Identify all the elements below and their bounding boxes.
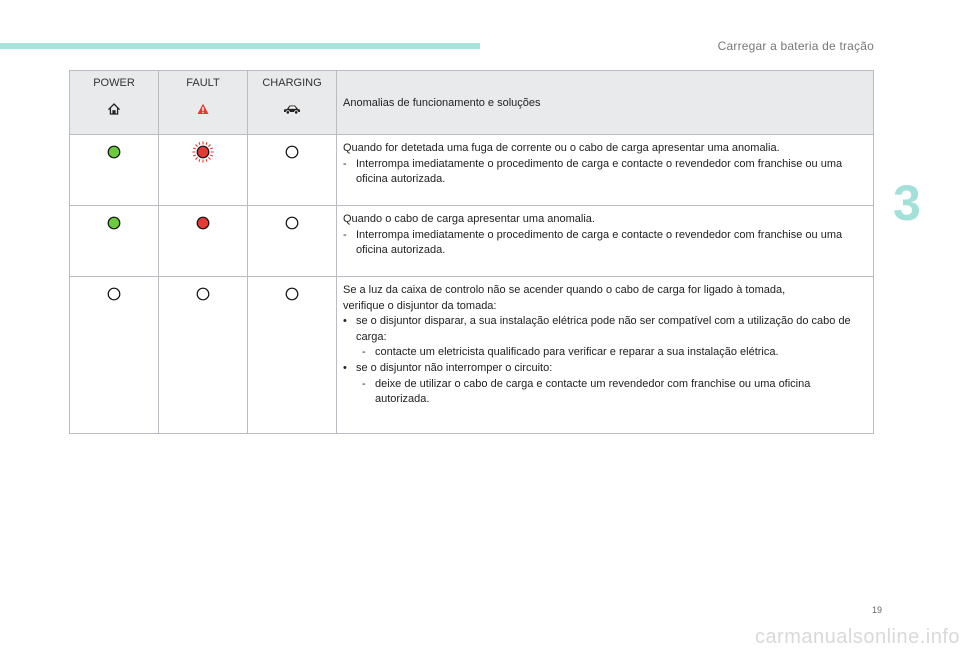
header-charging-label: CHARGING bbox=[262, 77, 322, 89]
sub-item bbox=[362, 345, 865, 361]
anomaly-intro: Se a luz da caixa de controlo não se acender quando o cabo de carga for ligado à tomada, bbox=[343, 284, 786, 296]
bullet-item bbox=[343, 314, 865, 345]
car-icon bbox=[283, 103, 301, 115]
green-led-icon bbox=[107, 145, 121, 159]
charging-led-cell bbox=[248, 206, 337, 277]
fault-led-cell bbox=[159, 277, 248, 434]
sub-item bbox=[362, 377, 865, 408]
anomaly-intro: Quando for detetada uma fuga de corrente ou o cabo de carga apresentar uma anomalia. bbox=[343, 142, 780, 154]
dash-item bbox=[343, 228, 865, 259]
warning-icon bbox=[197, 103, 209, 115]
table-header-row bbox=[70, 71, 874, 135]
bullet-mark: • bbox=[343, 315, 347, 328]
table-row bbox=[70, 277, 874, 434]
header-fault bbox=[159, 71, 248, 135]
power-led-cell bbox=[70, 135, 159, 206]
dash-mark: - bbox=[362, 377, 366, 390]
anomaly-description bbox=[337, 206, 874, 277]
bullet-mark: • bbox=[343, 362, 347, 375]
anomaly-table bbox=[69, 70, 874, 434]
off-led-icon bbox=[285, 216, 299, 230]
charging-led-cell bbox=[248, 135, 337, 206]
off-led-icon bbox=[196, 287, 210, 301]
page-number: 19 bbox=[872, 605, 883, 615]
header-accent-bar bbox=[0, 43, 480, 49]
dash-mark: - bbox=[343, 228, 347, 241]
sub-text: contacte um eletricista qualificado para verificar e reparar a sua instalação elétrica. bbox=[375, 346, 779, 359]
red-led-icon bbox=[196, 216, 210, 230]
anomaly-description bbox=[337, 277, 874, 434]
sub-text: deixe de utilizar o cabo de carga e contacte um revendedor com franchise ou uma oficina autorizada. bbox=[375, 377, 811, 406]
section-title: Carregar a bateria de tração bbox=[717, 39, 874, 53]
fault-led-cell bbox=[159, 135, 248, 206]
anomaly-intro: Quando o cabo de carga apresentar uma anomalia. bbox=[343, 213, 595, 225]
dash-mark: - bbox=[343, 157, 347, 170]
header-charging bbox=[248, 71, 337, 135]
anomaly-description bbox=[337, 135, 874, 206]
off-led-icon bbox=[107, 287, 121, 301]
dash-text: Interrompa imediatamente o procedimento de carga e contacte o revendedor com franchise ou uma oficina autorizada. bbox=[356, 228, 843, 257]
charging-led-cell bbox=[248, 277, 337, 434]
header-fault-label: FAULT bbox=[186, 77, 220, 89]
home-icon bbox=[108, 103, 120, 115]
green-led-icon bbox=[107, 216, 121, 230]
watermark: carmanualsonline.info bbox=[754, 626, 960, 648]
power-led-cell bbox=[70, 277, 159, 434]
off-led-icon bbox=[285, 287, 299, 301]
red-flashing-led-icon bbox=[192, 141, 214, 163]
off-led-icon bbox=[285, 145, 299, 159]
chapter-number: 3 bbox=[893, 175, 921, 231]
bullet-text: se o disjuntor não interromper o circuito: bbox=[356, 362, 553, 375]
table-row bbox=[70, 135, 874, 206]
bullet-text: se o disjuntor disparar, a sua instalação elétrica pode não ser compatível com a utilização do cabo de carga: bbox=[356, 315, 851, 343]
fault-led-cell bbox=[159, 206, 248, 277]
header-power bbox=[70, 71, 159, 135]
header-power-label: POWER bbox=[93, 77, 135, 89]
power-led-cell bbox=[70, 206, 159, 277]
dash-item bbox=[343, 157, 865, 188]
dash-text: Interrompa imediatamente o procedimento de carga e contacte o revendedor com franchise ou uma oficina autorizada. bbox=[356, 157, 843, 186]
anomaly-intro-continued: verifique o disjuntor da tomada: bbox=[343, 299, 497, 312]
dash-mark: - bbox=[362, 346, 366, 359]
header-description: Anomalias de funcionamento e soluções bbox=[337, 71, 874, 135]
table-row bbox=[70, 206, 874, 277]
bullet-item bbox=[343, 361, 865, 377]
